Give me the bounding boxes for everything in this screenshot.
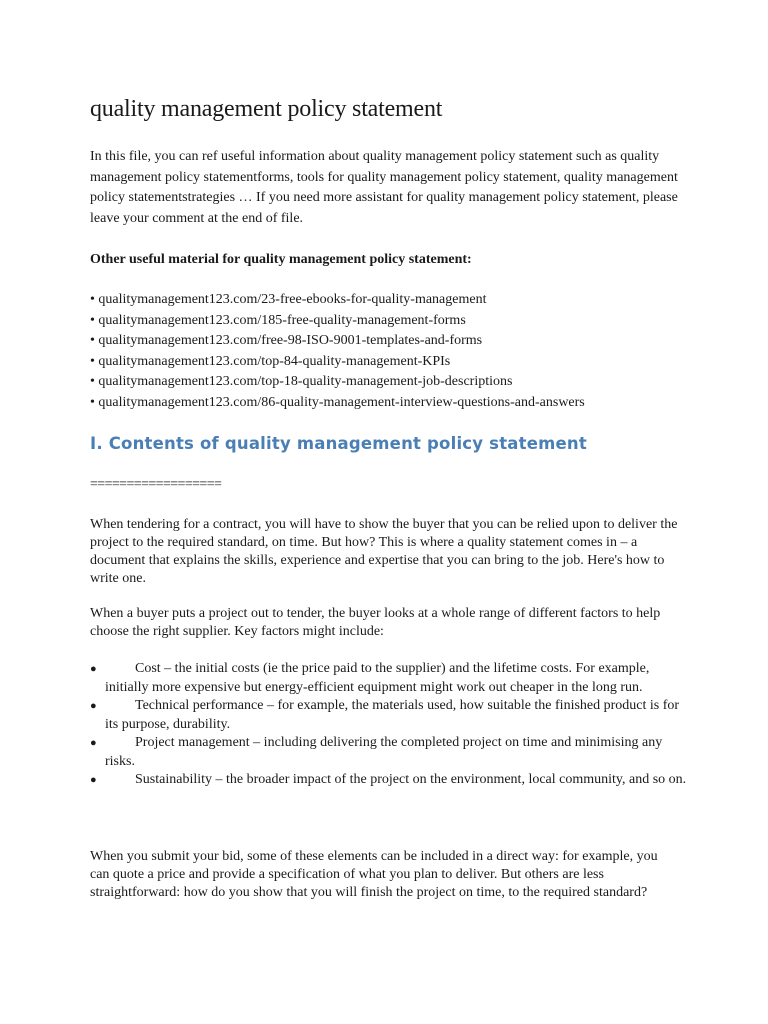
factor-text: Project management – including delivering the completed project on time and minimising any risks.	[105, 735, 663, 769]
list-item	[90, 697, 695, 734]
factor-text: Technical performance – for example, the materials used, how suitable the finished product is for its purpose, durability.	[105, 698, 680, 732]
factor-text: Cost – the initial costs (ie the price paid to the supplier) and the lifetime costs. For example, initially more expensive but energy-efficient equipment might work out cheaper in the long run.	[105, 661, 650, 695]
separator-line: ==================	[90, 477, 222, 492]
tendering-paragraph: When tendering for a contract, you will have to show the buyer that you can be relied upon to deliver the project to the required standard, on time. But how? This is where a quality statement comes in – a document that explains the skills, experience and expertise that you can bring to the job. Here's how to write one.	[90, 517, 678, 586]
bullet-icon: ●	[90, 700, 97, 712]
intro-paragraph: In this file, you can ref useful information about quality management policy statement such as quality management policy statementforms, tools for quality management policy statement, quality management policy statementstrategies … If you need more assistant for quality management policy statement, please leave your comment at the end of file.	[90, 149, 678, 226]
resource-links-list	[90, 290, 585, 413]
resource-link[interactable]: • qualitymanagement123.com/top-84-quality-management-KPIs	[90, 353, 451, 369]
list-item	[90, 660, 695, 697]
resource-link[interactable]: • qualitymanagement123.com/top-18-quality-management-job-descriptions	[90, 374, 513, 389]
factor-text: Sustainability – the broader impact of the project on the environment, local community, and so on.	[135, 772, 687, 787]
buyer-factors-paragraph: When a buyer puts a project out to tender, the buyer looks at a whole range of different factors to help choose the right supplier. Key factors might include:	[90, 606, 661, 639]
resource-link[interactable]: • qualitymanagement123.com/185-free-quality-management-forms	[90, 312, 466, 328]
bullet-icon: ●	[90, 774, 97, 786]
resource-link[interactable]: • qualitymanagement123.com/86-quality-management-interview-questions-and-answers	[90, 394, 585, 410]
bullet-icon: ●	[90, 663, 97, 675]
section-heading: I. Contents of quality management policy statement	[90, 434, 587, 453]
list-item	[90, 771, 695, 790]
list-item	[90, 734, 695, 771]
resource-link[interactable]: • qualitymanagement123.com/23-free-ebooks-for-quality-management	[90, 292, 487, 307]
key-factors-list	[90, 660, 695, 790]
submit-bid-paragraph: When you submit your bid, some of these elements can be included in a direct way: for example, you can quote a price and provide a specification of what you plan to deliver. But others are less straightforward: how do you show that you will finish the project on time, to the required standard?	[90, 849, 658, 900]
other-material-heading: Other useful material for quality management policy statement:	[90, 252, 472, 267]
document-title: quality management policy statement	[90, 96, 443, 122]
bullet-icon: ●	[90, 737, 97, 749]
resource-link[interactable]: • qualitymanagement123.com/free-98-ISO-9001-templates-and-forms	[90, 333, 483, 348]
